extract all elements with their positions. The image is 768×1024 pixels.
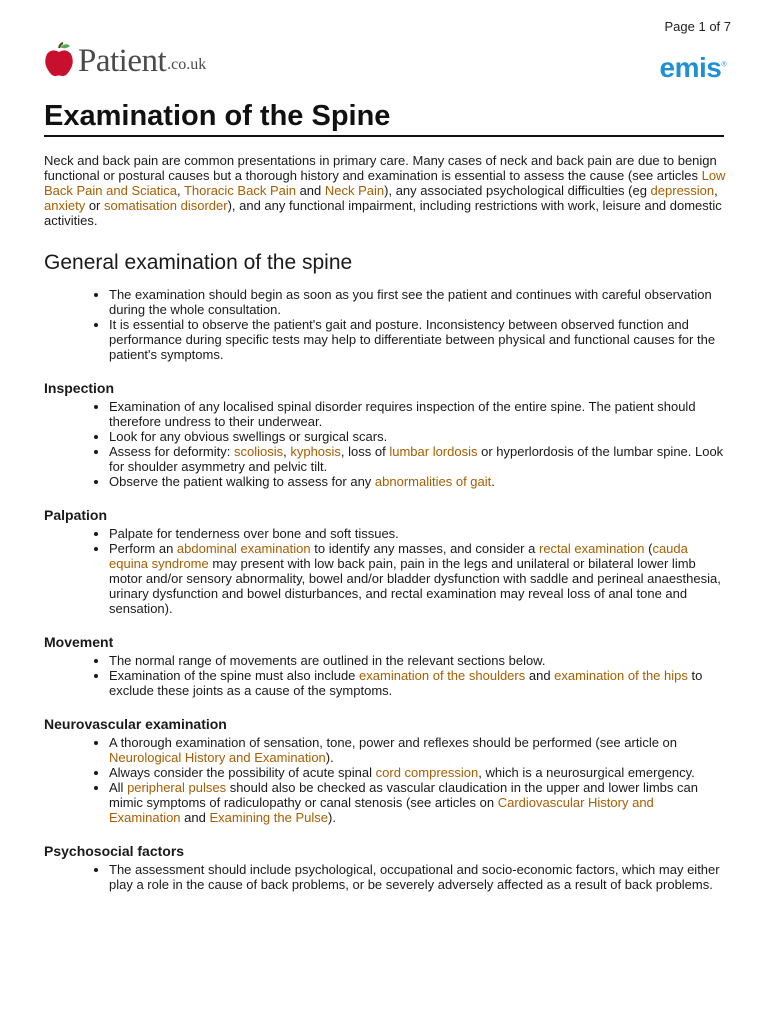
page-number: Page 1 of 7: [664, 19, 731, 34]
list-item: • The assessment should include psychological, occupational and socio-economic factors, which may either play a role in the cause of back problems, or be severely adversely affected as a result of back problems.: [109, 862, 728, 892]
link-kyphosis[interactable]: kyphosis: [290, 444, 341, 459]
link-neurological-history[interactable]: Neurological History and Examination: [109, 750, 326, 765]
emis-wordmark: emis: [659, 52, 722, 83]
link-abnormalities-of-gait[interactable]: abnormalities of gait: [374, 474, 492, 489]
link-anxiety[interactable]: anxiety: [44, 198, 86, 213]
list-item: • Examination of the spine must also include examination of the shoulders and examination of the hips to exclude these joints as a cause of the symptoms.: [109, 668, 728, 698]
link-cord-compression[interactable]: cord compression: [375, 765, 479, 780]
palpation-list: [44, 526, 728, 616]
list-item: • Always consider the possibility of acute spinal cord compression, which is a neurosurgical emergency.: [109, 765, 728, 780]
link-scoliosis[interactable]: scoliosis: [233, 444, 284, 459]
link-neck-pain[interactable]: Neck Pain: [324, 183, 385, 198]
section-heading-general: General examination of the spine: [44, 251, 353, 274]
link-abdominal-examination[interactable]: abdominal examination: [176, 541, 311, 556]
logo-domain: .co.uk: [167, 56, 207, 73]
link-somatisation-disorder[interactable]: somatisation disorder: [104, 198, 228, 213]
list-item: • Look for any obvious swellings or surgical scars.: [109, 429, 728, 444]
emis-logo[interactable]: [660, 52, 727, 84]
link-examination-of-hips[interactable]: examination of the hips: [554, 668, 688, 683]
link-rectal-examination[interactable]: rectal examination: [538, 541, 645, 556]
link-examination-of-shoulders[interactable]: examination of the shoulders: [359, 668, 526, 683]
link-low-back-pain[interactable]: Low Back Pain and Sciatica: [44, 168, 726, 198]
neuro-list: [44, 735, 728, 825]
subheading-neurovascular: Neurovascular examination: [44, 716, 227, 732]
list-item: • All peripheral pulses should also be checked as vascular claudication in the upper and lower limbs can mimic symptoms of radiculopathy or canal stenosis (see articles on Cardiovascular History and Examination and Examining the Pulse).: [109, 780, 728, 825]
list-item: • Palpate for tenderness over bone and soft tissues.: [109, 526, 728, 541]
registered-mark: ®: [721, 61, 726, 69]
list-item: • Assess for deformity: scoliosis, kyphosis, loss of lumbar lordosis or hyperlordosis of the lumbar spine. Look for shoulder asymmetry and pelvic tilt.: [109, 444, 728, 474]
logo-wordmark: Patient: [78, 43, 167, 79]
article-body: [44, 153, 728, 892]
list-item: • The normal range of movements are outlined in the relevant sections below.: [109, 653, 728, 668]
psychosocial-list: [44, 862, 728, 892]
list-item: • The examination should begin as soon as you first see the patient and continues with careful observation during the whole consultation.: [109, 287, 728, 317]
list-item: • A thorough examination of sensation, tone, power and reflexes should be performed (see article on Neurological History and Examination).: [109, 735, 728, 765]
subheading-psychosocial: Psychosocial factors: [44, 843, 185, 859]
link-cauda-equina-syndrome[interactable]: cauda equina syndrome: [109, 541, 688, 571]
page-title: Examination of the Spine: [44, 98, 724, 137]
list-item: • Examination of any localised spinal disorder requires inspection of the entire spine. The patient should therefore undress to their underwear.: [109, 399, 728, 429]
intro-paragraph: Neck and back pain are common presentations in primary care. Many cases of neck and back pain are due to benign functional or postural causes but a thorough history and examination is essential to assess the cause (see articles Low Back Pain and Sciatica, Thoracic Back Pain and Neck Pain), any associated psychological difficulties (eg depression, anxiety or somatisation disorder), and any functional impairment, including restrictions with work, leisure and domestic activities.: [44, 153, 726, 228]
list-item: • It is essential to observe the patient's gait and posture. Inconsistency between observed function and performance during specific tests may help to differentiate between physical and functional causes for the patient's symptoms.: [109, 317, 728, 362]
link-thoracic-back-pain[interactable]: Thoracic Back Pain: [183, 183, 296, 198]
subheading-inspection: Inspection: [44, 380, 115, 396]
link-lumbar-lordosis[interactable]: lumbar lordosis: [389, 444, 478, 459]
movement-list: [44, 653, 728, 698]
subheading-palpation: Palpation: [44, 507, 108, 523]
patient-logo[interactable]: [44, 42, 206, 78]
general-list: [44, 287, 728, 362]
list-item: • Observe the patient walking to assess for any abnormalities of gait.: [109, 474, 728, 489]
list-item: • Perform an abdominal examination to identify any masses, and consider a rectal examination (cauda equina syndrome may present with low back pain, pain in the legs and unilateral or bilateral lower limb motor and/or sensory abnormality, bowel and/or bladder dysfunction with saddle and perineal anaesthesia, urinary dysfunction and bowel disturbances, and rectal examination may reveal loss of anal tone and sensation).: [109, 541, 728, 616]
apple-icon: [44, 42, 74, 78]
subheading-movement: Movement: [44, 634, 114, 650]
link-peripheral-pulses[interactable]: peripheral pulses: [127, 780, 227, 795]
link-depression[interactable]: depression: [650, 183, 715, 198]
inspection-list: [44, 399, 728, 489]
link-examining-the-pulse[interactable]: Examining the Pulse: [209, 810, 328, 825]
link-cardiovascular-history[interactable]: Cardiovascular History and Examination: [109, 795, 654, 825]
